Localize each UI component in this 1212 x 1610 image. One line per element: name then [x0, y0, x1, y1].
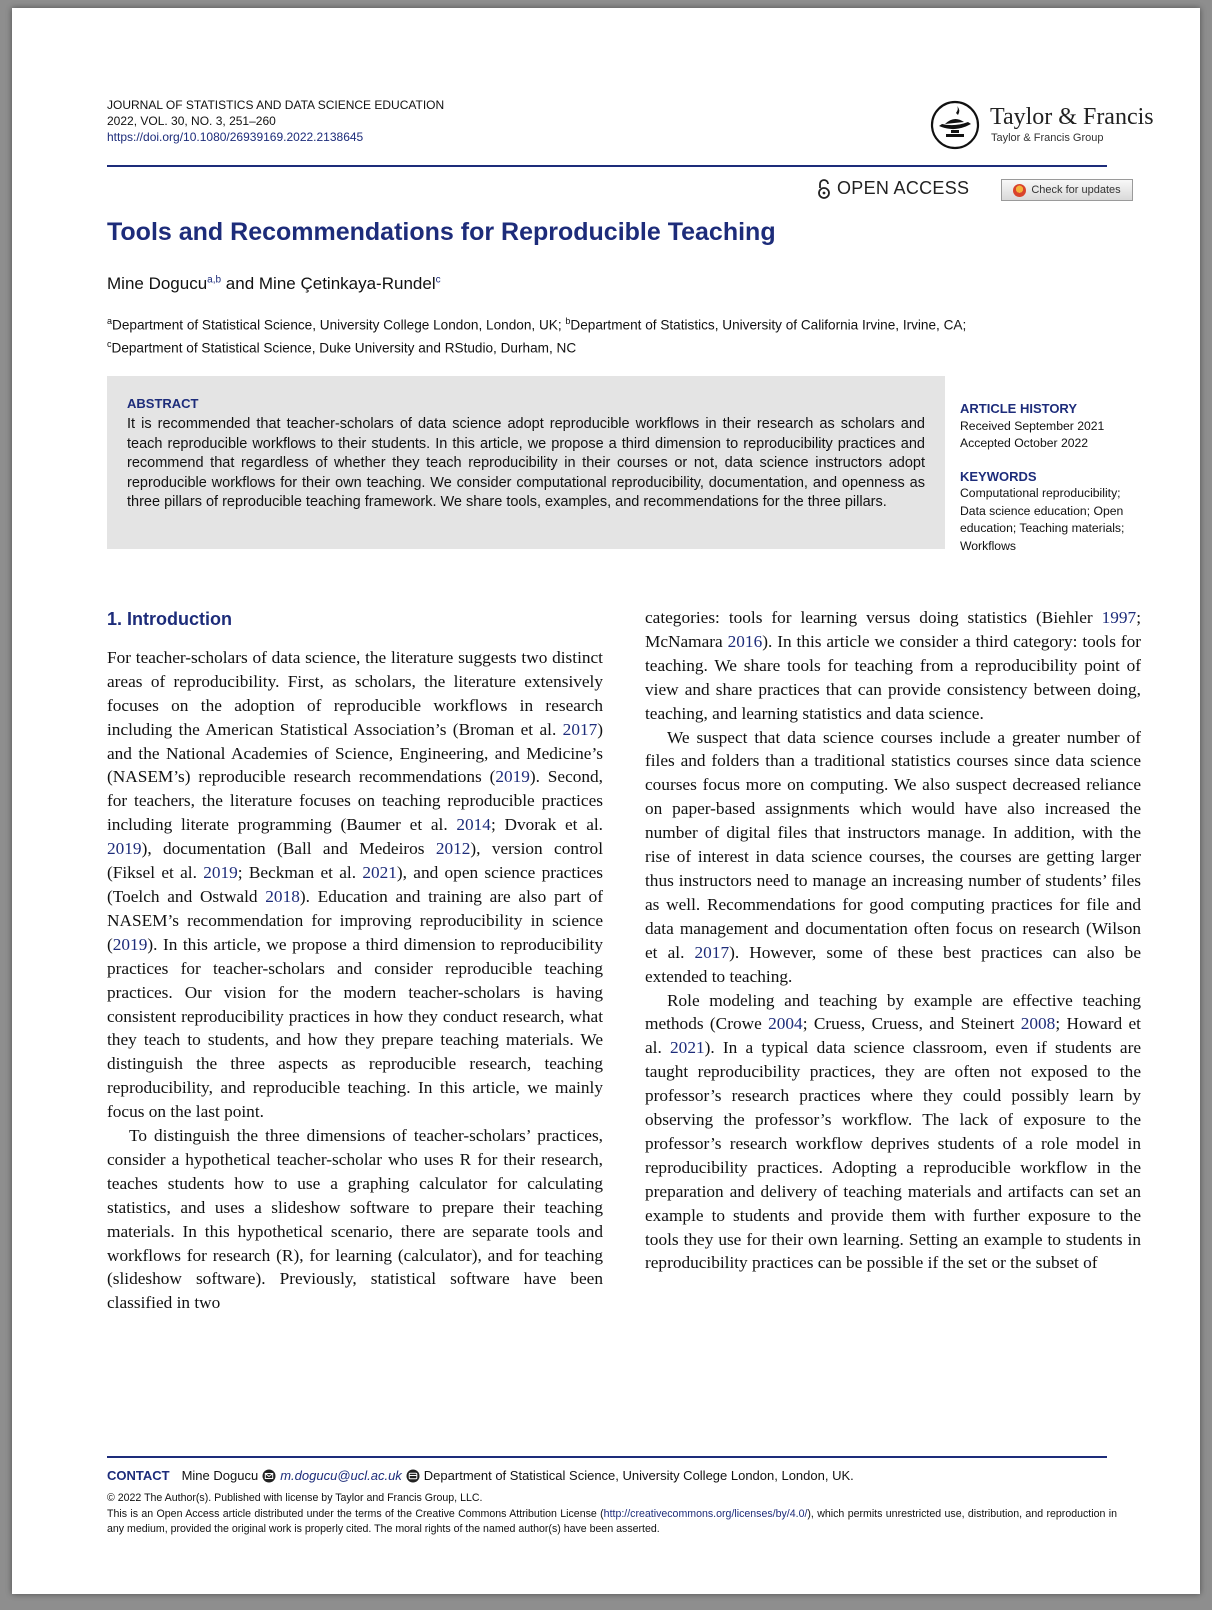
- open-access-label: OPEN ACCESS: [837, 178, 970, 198]
- keywords-heading: KEYWORDS: [960, 468, 1037, 484]
- citation-link[interactable]: 2004: [768, 1014, 803, 1034]
- paragraph: [107, 646, 603, 1124]
- copyright-line: © 2022 The Author(s). Published with license by Taylor and Francis Group, LLC.: [107, 1492, 483, 1504]
- open-access-badge: [817, 178, 969, 199]
- contact-address: Department of Statistical Science, University College London, London, UK.: [423, 1468, 854, 1483]
- text-run: For teacher-scholars of data science, the literature suggests two distinct areas of reproducibility. First, as scholars, the literature extensively focuses on the adoption of reproducible workflows in research including the American Statistical Association’s (Broman et al.: [107, 647, 603, 739]
- article-sidebar: [960, 400, 1140, 555]
- citation-link[interactable]: 2021: [362, 863, 397, 883]
- paragraph: [645, 726, 1141, 989]
- journal-header: [107, 97, 444, 145]
- citation-link[interactable]: 2008: [1020, 1014, 1056, 1034]
- paragraph: [645, 989, 1141, 1276]
- text-run: ; Howard et al.: [645, 1014, 1141, 1058]
- journal-volume: 2022, VOL. 30, NO. 3, 251–260: [107, 114, 276, 128]
- affiliations: [107, 312, 1107, 357]
- crossmark-icon: [1013, 184, 1026, 197]
- article-title: Tools and Recommendations for Reproducible Teaching: [107, 218, 776, 246]
- abstract-heading: ABSTRACT: [127, 396, 199, 411]
- header-rule: [107, 165, 1107, 167]
- history-heading: ARTICLE HISTORY: [960, 401, 1078, 416]
- affil-b-sup: b: [565, 316, 571, 326]
- author-and: and: [221, 274, 259, 293]
- text-run: ; Cruess, Cruess, and Steinert: [802, 1014, 1021, 1034]
- license-pre: This is an Open Access article distributed under the terms of the Creative Commons Attribution License (: [107, 1508, 604, 1520]
- license-url-link[interactable]: http://creativecommons.org/licenses/by/4.0/: [603, 1508, 808, 1520]
- address-icon: [406, 1469, 420, 1483]
- history-received: Received September 2021: [960, 418, 1105, 433]
- check-for-updates-button[interactable]: [1001, 179, 1133, 201]
- affil-a-sup: a: [107, 316, 113, 326]
- text-run: ) and the National Academies of Science, Engineering, and Medicine’s (NASEM’s) reproducible research recommendations (: [107, 719, 603, 787]
- author-2-affil: c: [435, 274, 441, 286]
- history-accepted: Accepted October 2022: [960, 436, 1089, 450]
- citation-link[interactable]: 2019: [203, 863, 238, 883]
- email-icon: [262, 1469, 276, 1483]
- contact-line: [107, 1468, 854, 1483]
- contact-name: Mine Dogucu: [181, 1468, 259, 1483]
- citation-link[interactable]: 2017: [562, 719, 598, 739]
- paragraph: [645, 606, 1141, 726]
- text-run: ), version control (Fiksel et al.: [107, 839, 603, 883]
- text-run: ), documentation (Ball and Medeiros: [141, 839, 436, 859]
- citation-link[interactable]: 2019: [107, 839, 142, 859]
- body-column-right: [645, 606, 1141, 1275]
- affil-c: Department of Statistical Science, Duke University and RStudio, Durham, NC: [111, 340, 577, 356]
- author-line: [107, 274, 441, 294]
- text-run: ). In this article we consider a third category: tools for teaching. We share tools for teaching from a reproducibility point of view and share practices that can provide consistency between doing, teaching, and learning statistics and data science.: [645, 631, 1141, 723]
- license-post: ), which permits unrestricted use, distribution, and reproduction in any medium, provided the original work is properly cited. The moral rights of the named author(s) have been asserted.: [107, 1508, 1117, 1535]
- text-run: Role modeling and teaching by example are effective teaching methods (Crowe: [645, 990, 1141, 1034]
- citation-link[interactable]: 2017: [694, 942, 730, 962]
- abstract-text: It is recommended that teacher-scholars of data science adopt reproducible workflows in their research as scholars and teach reproducible workflows to their students. In this article, we propose a third dimension to reproducibility practices and recommend that regardless of whether they teach reproducibility in their courses or not, data science instructors adopt reproducible workflows for their own teaching. We consider computational reproducibility, documentation, and openness as three pillars of reproducible teaching framework. We share tools, examples, and recommendations for the three pillars.: [127, 416, 925, 510]
- abstract-box: [107, 376, 945, 549]
- affil-b: Department of Statistics, University of California Irvine, Irvine, CA;: [570, 317, 967, 333]
- citation-link[interactable]: 2016: [727, 631, 763, 651]
- text-run: ). However, some of these best practices can also be extended to teaching.: [645, 942, 1141, 986]
- license-text: [107, 1507, 1117, 1536]
- text-run: ). Second, for teachers, the literature focuses on teaching reproducible practices including literate programming (Baumer et al.: [107, 767, 603, 835]
- text-run: ; Dvorak et al.: [490, 815, 603, 835]
- citation-link[interactable]: 2019: [112, 934, 148, 954]
- citation-link[interactable]: 2014: [456, 815, 491, 835]
- citation-link[interactable]: 1997: [1101, 608, 1137, 627]
- text-run: ), and open science practices (Toelch and Ostwald: [107, 863, 603, 906]
- text-run: ). Education and training are also part of NASEM’s recommendation for improving reproducibility in science (: [107, 886, 603, 954]
- text-run: categories: tools for learning versus doing statistics (Biehler: [645, 608, 1102, 627]
- citation-link[interactable]: 2021: [670, 1038, 705, 1058]
- contact-label: CONTACT: [107, 1468, 170, 1483]
- body-column-left: [107, 608, 603, 1315]
- keywords-text: Computational reproducibility; Data science education; Open education; Teaching materials; Workflows: [960, 486, 1125, 553]
- lamp-logo-icon: [930, 100, 980, 150]
- text-run: To distinguish the three dimensions of teacher-scholars’ practices, consider a hypothetical teacher-scholar who uses R for their research, teaches students how to use a graphing calculator for calculating statistics, and uses a slideshow software to prepare their teaching materials. In this hypothetical scenario, there are separate tools and workflows for research (R), for learning (calculator), and for teaching (slideshow software). Previously, statistical software have been classified in two: [107, 1126, 603, 1313]
- pdf-page: [12, 8, 1200, 1594]
- doi-link[interactable]: https://doi.org/10.1080/26939169.2022.2138645: [107, 130, 364, 144]
- check-for-updates-label: Check for updates: [1031, 184, 1121, 196]
- text-run: ). In a typical data science classroom, even if students are taught reproducibility practices, they are often not exposed to the professor’s research practices where they could possibly learn by observing the professor’s workflow. The lack of exposure to the professor’s research workflow deprives students of a role model in reproducibility practices. Adopting a reproducible workflow in the preparation and delivery of teaching materials and artifacts can set an example to students and provide them with further exposure to the tools they use for their own learning. Setting an example to students in reproducibility practices can be possible if the set or the subset of: [645, 1038, 1141, 1273]
- paragraph: [107, 1124, 603, 1315]
- text-run: We suspect that data science courses include a greater number of files and folders than a traditional statistics courses since data science courses focus more on computing. We also suspect decreased reliance on paper-based assignments which would have also increased the number of digital files that instructors manage. In addition, with the rise of interest in data science courses, the courses are getting larger thus instructors need to manage an increasing number of students’ files as well. Recommendations for good computing practices for file and data management and documentation often focus on research (Wilson et al.: [645, 727, 1141, 962]
- contact-email-link[interactable]: m.dogucu@ucl.ac.uk: [280, 1468, 402, 1483]
- affil-c-sup: c: [107, 338, 112, 349]
- citation-link[interactable]: 2019: [495, 767, 530, 787]
- author-1-affil: a,b: [207, 274, 222, 286]
- journal-name: JOURNAL OF STATISTICS AND DATA SCIENCE EDUCATION: [107, 98, 445, 112]
- open-lock-icon: [817, 179, 831, 199]
- text-run: ; Beckman et al.: [237, 863, 363, 883]
- affil-a: Department of Statistical Science, University College London, London, UK;: [112, 317, 566, 333]
- citation-link[interactable]: 2018: [265, 886, 300, 906]
- citation-link[interactable]: 2012: [435, 839, 471, 859]
- text-run: ; McNamara: [645, 608, 1141, 651]
- text-run: ). In this article, we propose a third dimension to reproducibility practices for teacher-scholars and consider reproducible teaching practices. Our vision for the modern teacher-scholars is having consistent reproducibility practices in how they conduct research, what they teach to students, and how they prepare teaching materials. We distinguish the three aspects as reproducible research, teaching reproducibility, and reproducible teaching. In this article, we mainly focus on the last point.: [107, 934, 603, 1122]
- footer-rule: [107, 1456, 1107, 1458]
- section-heading-introduction: 1. Introduction: [107, 609, 232, 629]
- publisher-name: Taylor & Francis: [990, 104, 1154, 130]
- author-1: Mine Dogucu: [107, 274, 208, 293]
- author-2: Mine Çetinkaya-Rundel: [258, 274, 436, 293]
- publisher-group: Taylor & Francis Group: [991, 132, 1104, 144]
